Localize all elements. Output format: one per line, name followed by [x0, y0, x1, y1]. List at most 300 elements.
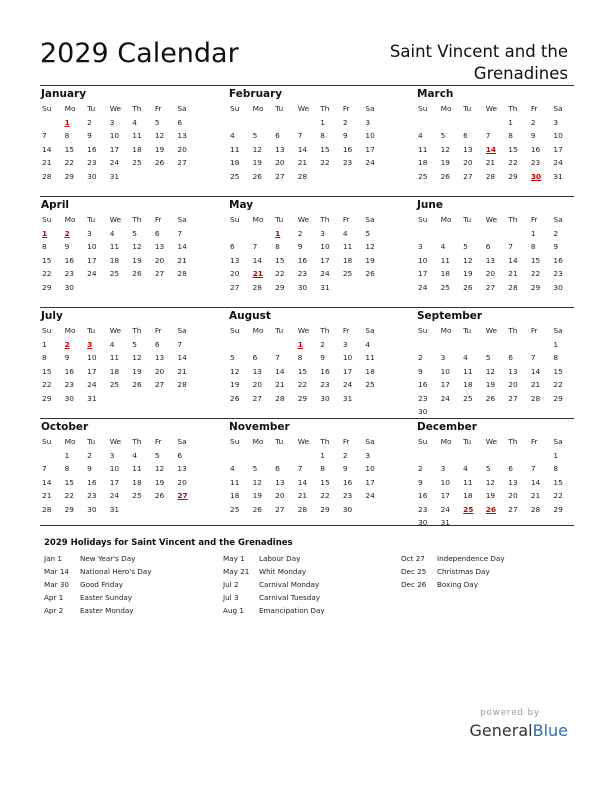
week-row [416, 254, 574, 268]
empty-day-cell [416, 183, 439, 197]
day-cell: 9 [342, 464, 348, 473]
day-cell: 23 [342, 158, 353, 167]
day-cell: 31 [342, 393, 353, 403]
empty-day-cell [484, 294, 507, 308]
day-cell: 13 [508, 366, 518, 376]
week-row [228, 143, 386, 157]
weekday-label: Su [230, 215, 240, 224]
day-cell: 15 [275, 255, 285, 265]
weekday-label: Fr [154, 215, 162, 224]
day-cell: 7 [252, 242, 258, 251]
day-cell: 20 [177, 477, 187, 487]
empty-day-cell [363, 294, 386, 308]
day-cell: 3 [440, 353, 446, 362]
day-cell: 14 [508, 255, 518, 265]
empty-day-cell [251, 183, 274, 197]
week-row [416, 170, 574, 184]
day-cell: 5 [463, 242, 468, 251]
holiday-name: Independence Day [437, 554, 505, 563]
day-cell: 20 [508, 491, 518, 500]
week-row [40, 116, 198, 130]
week-row [416, 516, 574, 530]
day-cell: 22 [64, 491, 74, 500]
week-row [40, 338, 198, 352]
day-cell: 29 [320, 504, 330, 514]
week-row [228, 338, 386, 352]
weekday-label: Mo [64, 437, 76, 446]
day-cell: 26 [440, 171, 450, 181]
empty-day-cell [85, 294, 108, 308]
holiday-name: Whit Monday [259, 567, 307, 576]
month-name: January [41, 88, 87, 100]
day-cell: 17 [365, 144, 375, 154]
empty-day-cell [318, 183, 341, 197]
holidays-title: 2029 Holidays for Saint Vincent and the Grenadines [44, 538, 293, 548]
day-cell: 3 [109, 117, 115, 127]
day-cell: 31 [87, 393, 97, 403]
empty-day-cell [439, 294, 462, 308]
day-cell: 6 [508, 353, 513, 362]
day-cell: 23 [64, 269, 74, 278]
month-march [416, 87, 574, 197]
day-cell: 18 [230, 158, 240, 167]
day-cell: 29 [64, 171, 74, 181]
day-cell: 24 [365, 158, 375, 167]
day-cell: 24 [365, 491, 375, 500]
month-june [416, 198, 574, 308]
week-row [40, 489, 198, 503]
day-cell: 27 [485, 282, 496, 292]
empty-day-cell [506, 294, 529, 308]
day-cell: 12 [132, 353, 142, 362]
empty-day-cell [551, 183, 574, 197]
week-row [228, 294, 386, 308]
day-cell: 31 [109, 504, 120, 514]
day-cell: 17 [553, 144, 563, 154]
day-cell: 20 [230, 269, 240, 278]
day-cell: 25 [342, 269, 353, 278]
holiday-date: Jul 3 [223, 593, 239, 602]
week-row [416, 183, 574, 197]
week-row [228, 156, 386, 170]
holiday-column-1 [44, 552, 151, 617]
calendar-bottom-divider [40, 525, 574, 526]
weekday-label: We [109, 215, 122, 224]
empty-day-cell [273, 449, 296, 463]
day-cell: 12 [485, 477, 496, 487]
empty-day-cell [63, 405, 86, 419]
day-cell: 10 [320, 242, 330, 251]
empty-day-cell [153, 170, 176, 184]
empty-day-cell [506, 405, 529, 419]
day-cell: 30 [553, 282, 563, 292]
day-cell: 14 [297, 144, 308, 154]
weekday-label: Fr [342, 326, 350, 335]
day-cell: 30 [87, 171, 97, 181]
weekday-label: Fr [342, 215, 350, 224]
day-cell: 2 [530, 117, 536, 127]
holiday-item [401, 565, 505, 578]
weekday-label: Th [508, 326, 518, 335]
day-cell: 27 [230, 282, 240, 292]
day-cell: 29 [553, 393, 563, 403]
month-name: April [41, 199, 70, 211]
day-cell: 24 [109, 158, 120, 167]
day-cell: 5 [132, 228, 137, 238]
weekday-label: We [109, 326, 122, 335]
weekday-label: Sa [177, 326, 187, 335]
weekday-label: Mo [252, 215, 264, 224]
day-cell: 9 [64, 242, 70, 251]
day-cell: 20 [485, 269, 496, 278]
day-cell: 5 [485, 464, 491, 473]
day-cell: 29 [42, 393, 52, 403]
empty-day-cell [130, 503, 153, 517]
empty-day-cell [175, 294, 198, 308]
week-row [416, 449, 574, 463]
day-cell: 21 [177, 366, 187, 376]
day-cell: 4 [132, 117, 137, 127]
day-cell: 3 [418, 242, 423, 251]
week-row [416, 240, 574, 254]
day-cell: 24 [440, 393, 450, 403]
week-row [416, 143, 574, 157]
holiday-date: Jul 2 [223, 580, 239, 589]
day-cell: 17 [440, 380, 450, 389]
day-cell: 19 [154, 144, 165, 154]
day-cell: 20 [154, 255, 165, 265]
day-cell: 18 [109, 255, 120, 265]
day-cell: 18 [365, 366, 375, 376]
empty-day-cell [130, 405, 153, 419]
empty-day-cell [296, 449, 319, 463]
day-cell: 17 [87, 255, 97, 265]
day-cell: 10 [418, 255, 428, 265]
day-cell: 16 [64, 366, 74, 376]
holiday-day-cell: 27 [177, 491, 188, 500]
weekday-label: Mo [64, 215, 76, 224]
day-cell: 3 [87, 228, 92, 238]
empty-day-cell [461, 227, 484, 241]
weekday-label: Th [320, 215, 330, 224]
week-row [40, 351, 198, 365]
holiday-item [44, 565, 151, 578]
month-name: August [229, 310, 271, 322]
month-january [40, 87, 198, 197]
day-cell: 2 [418, 353, 423, 362]
empty-day-cell [439, 116, 462, 130]
day-cell: 23 [320, 380, 330, 389]
weekday-label: Th [320, 437, 330, 446]
empty-day-cell [85, 183, 108, 197]
day-cell: 6 [508, 464, 513, 473]
holiday-day-cell: 26 [485, 504, 496, 514]
week-row [40, 405, 198, 419]
day-cell: 21 [275, 380, 285, 389]
empty-day-cell [251, 449, 274, 463]
day-cell: 20 [154, 366, 165, 376]
holiday-column-2 [223, 552, 325, 617]
holiday-day-cell: 30 [530, 171, 542, 181]
day-cell: 25 [132, 158, 142, 167]
empty-day-cell [363, 392, 386, 406]
weekday-label: Su [418, 326, 428, 335]
week-row [228, 378, 386, 392]
empty-day-cell [484, 227, 507, 241]
empty-day-cell [108, 281, 131, 295]
day-cell: 19 [485, 380, 496, 389]
day-cell: 4 [109, 228, 115, 238]
weekday-label: Tu [463, 215, 472, 224]
month-august [228, 309, 386, 419]
day-cell: 12 [154, 464, 165, 473]
day-cell: 26 [132, 380, 142, 389]
weekday-label: Fr [154, 437, 162, 446]
month-name: September [417, 310, 483, 322]
holiday-day-cell: 1 [297, 339, 303, 349]
empty-day-cell [85, 516, 108, 530]
day-cell: 15 [64, 144, 74, 154]
month-name: November [229, 421, 290, 433]
day-cell: 5 [154, 117, 160, 127]
day-cell: 31 [440, 518, 450, 527]
day-cell: 6 [154, 228, 160, 238]
day-cell: 24 [109, 491, 120, 500]
day-cell: 4 [440, 242, 446, 251]
day-cell: 18 [463, 380, 473, 389]
empty-day-cell [529, 183, 552, 197]
day-cell: 9 [553, 242, 559, 251]
day-cell: 25 [230, 171, 240, 181]
weekday-label: Mo [440, 104, 452, 113]
holiday-name: Christmas Day [437, 567, 490, 576]
day-cell: 13 [230, 255, 240, 265]
week-row [416, 351, 574, 365]
week-row [416, 156, 574, 170]
day-cell: 27 [463, 171, 473, 181]
day-cell: 22 [64, 158, 74, 167]
month-table [228, 102, 386, 197]
day-cell: 17 [109, 144, 120, 154]
empty-day-cell [228, 294, 251, 308]
empty-day-cell [175, 183, 198, 197]
day-cell: 14 [252, 255, 262, 265]
holiday-item [44, 591, 151, 604]
day-cell: 11 [418, 144, 428, 154]
week-row [40, 462, 198, 476]
week-row [416, 267, 574, 281]
day-cell: 24 [553, 158, 563, 167]
holiday-item [401, 552, 505, 565]
day-cell: 25 [132, 491, 142, 500]
day-cell: 23 [553, 269, 563, 278]
weekday-label: Su [418, 437, 428, 446]
empty-day-cell [363, 405, 386, 419]
holiday-date: May 21 [223, 567, 250, 576]
day-cell: 10 [87, 353, 97, 362]
holiday-date: Mar 14 [44, 567, 69, 576]
day-cell: 28 [508, 282, 518, 292]
day-cell: 30 [64, 393, 74, 403]
day-cell: 5 [252, 464, 258, 473]
month-table [40, 102, 198, 197]
day-cell: 16 [418, 380, 428, 389]
month-name: December [417, 421, 477, 433]
day-cell: 9 [87, 131, 92, 140]
empty-day-cell [551, 405, 574, 419]
day-cell: 3 [440, 464, 446, 473]
day-cell: 21 [530, 380, 541, 389]
day-cell: 18 [342, 255, 353, 265]
week-row [228, 449, 386, 463]
empty-day-cell [85, 405, 108, 419]
empty-day-cell [63, 183, 86, 197]
day-cell: 8 [553, 464, 559, 473]
weekday-label: Th [132, 215, 142, 224]
brand-logo[interactable] [470, 721, 568, 740]
empty-day-cell [153, 294, 176, 308]
week-row [40, 476, 198, 490]
day-cell: 10 [109, 464, 120, 473]
day-cell: 22 [320, 158, 330, 167]
day-cell: 11 [463, 366, 473, 376]
week-row [228, 254, 386, 268]
day-cell: 21 [297, 491, 308, 500]
empty-day-cell [363, 503, 386, 517]
empty-day-cell [461, 294, 484, 308]
weekday-header-row [40, 102, 198, 116]
day-cell: 10 [109, 131, 120, 140]
day-cell: 15 [42, 366, 52, 376]
day-cell: 20 [252, 380, 262, 389]
weekday-label: We [297, 104, 310, 113]
month-table [416, 102, 574, 197]
day-cell: 15 [320, 144, 330, 154]
day-cell: 14 [42, 477, 52, 487]
day-cell: 5 [252, 131, 258, 140]
empty-day-cell [439, 405, 462, 419]
week-row [416, 392, 574, 406]
empty-day-cell [251, 227, 274, 241]
week-row [228, 281, 386, 295]
week-row [228, 240, 386, 254]
day-cell: 14 [275, 366, 285, 376]
month-september [416, 309, 574, 419]
holiday-date: Aug 1 [223, 606, 244, 615]
month-table [40, 324, 198, 419]
month-table [416, 324, 574, 419]
weekday-label: Fr [154, 326, 162, 335]
empty-day-cell [40, 405, 63, 419]
country-name-line1: Saint Vincent and the [389, 42, 568, 61]
holiday-name: Carnival Tuesday [259, 593, 320, 602]
day-cell: 10 [365, 464, 375, 473]
holiday-day-cell: 14 [485, 144, 496, 154]
holiday-item [223, 565, 325, 578]
day-cell: 23 [87, 491, 97, 500]
day-cell: 15 [508, 144, 518, 154]
empty-day-cell [416, 116, 439, 130]
weekday-label: Tu [87, 326, 96, 335]
month-october [40, 420, 198, 530]
week-row [40, 254, 198, 268]
empty-day-cell [251, 405, 274, 419]
day-cell: 23 [418, 393, 428, 403]
day-cell: 17 [440, 491, 450, 500]
week-row [40, 281, 198, 295]
empty-day-cell [529, 516, 552, 530]
holiday-name: Labour Day [259, 554, 301, 563]
empty-day-cell [439, 227, 462, 241]
weekday-label: Fr [154, 104, 162, 113]
holiday-day-cell: 2 [64, 228, 70, 238]
holiday-name: Easter Monday [80, 606, 134, 615]
empty-day-cell [153, 183, 176, 197]
day-cell: 23 [297, 269, 308, 278]
empty-day-cell [363, 183, 386, 197]
day-cell: 12 [230, 366, 240, 376]
empty-day-cell [296, 405, 319, 419]
empty-day-cell [484, 516, 507, 530]
day-cell: 19 [440, 158, 450, 167]
week-row [416, 476, 574, 490]
weekday-label: We [297, 326, 310, 335]
empty-day-cell [416, 449, 439, 463]
day-cell: 13 [177, 131, 187, 140]
month-july [40, 309, 198, 419]
day-cell: 16 [87, 144, 97, 154]
day-cell: 6 [252, 353, 258, 362]
day-cell: 18 [132, 477, 142, 487]
day-cell: 12 [252, 477, 262, 487]
holiday-name: New Year's Day [80, 554, 136, 563]
day-cell: 10 [440, 477, 450, 487]
day-cell: 28 [252, 282, 262, 292]
weekday-label: Sa [177, 437, 187, 446]
weekday-label: Mo [440, 215, 452, 224]
day-cell: 3 [109, 450, 115, 460]
day-cell: 23 [342, 491, 353, 500]
day-cell: 27 [275, 504, 285, 514]
holiday-date: Mar 30 [44, 580, 69, 589]
month-name: March [417, 88, 454, 100]
week-row [228, 489, 386, 503]
empty-day-cell [85, 281, 108, 295]
empty-day-cell [153, 281, 176, 295]
holiday-day-cell: 1 [64, 117, 70, 127]
day-cell: 4 [463, 353, 468, 362]
empty-day-cell [175, 170, 198, 184]
empty-day-cell [153, 516, 176, 530]
day-cell: 21 [485, 158, 496, 167]
empty-day-cell [529, 338, 552, 352]
day-cell: 5 [132, 339, 137, 349]
weekday-label: Fr [530, 104, 538, 113]
month-name: July [41, 310, 63, 322]
day-cell: 31 [320, 282, 330, 292]
day-cell: 16 [87, 477, 97, 487]
week-row [228, 170, 386, 184]
empty-day-cell [341, 516, 364, 530]
day-cell: 27 [177, 158, 187, 167]
holiday-item [401, 578, 505, 591]
holiday-column-3 [401, 552, 505, 591]
day-cell: 16 [320, 366, 330, 376]
weekday-label: Tu [463, 104, 472, 113]
weekday-label: Sa [177, 104, 187, 113]
day-cell: 10 [87, 242, 97, 251]
empty-day-cell [251, 516, 274, 530]
